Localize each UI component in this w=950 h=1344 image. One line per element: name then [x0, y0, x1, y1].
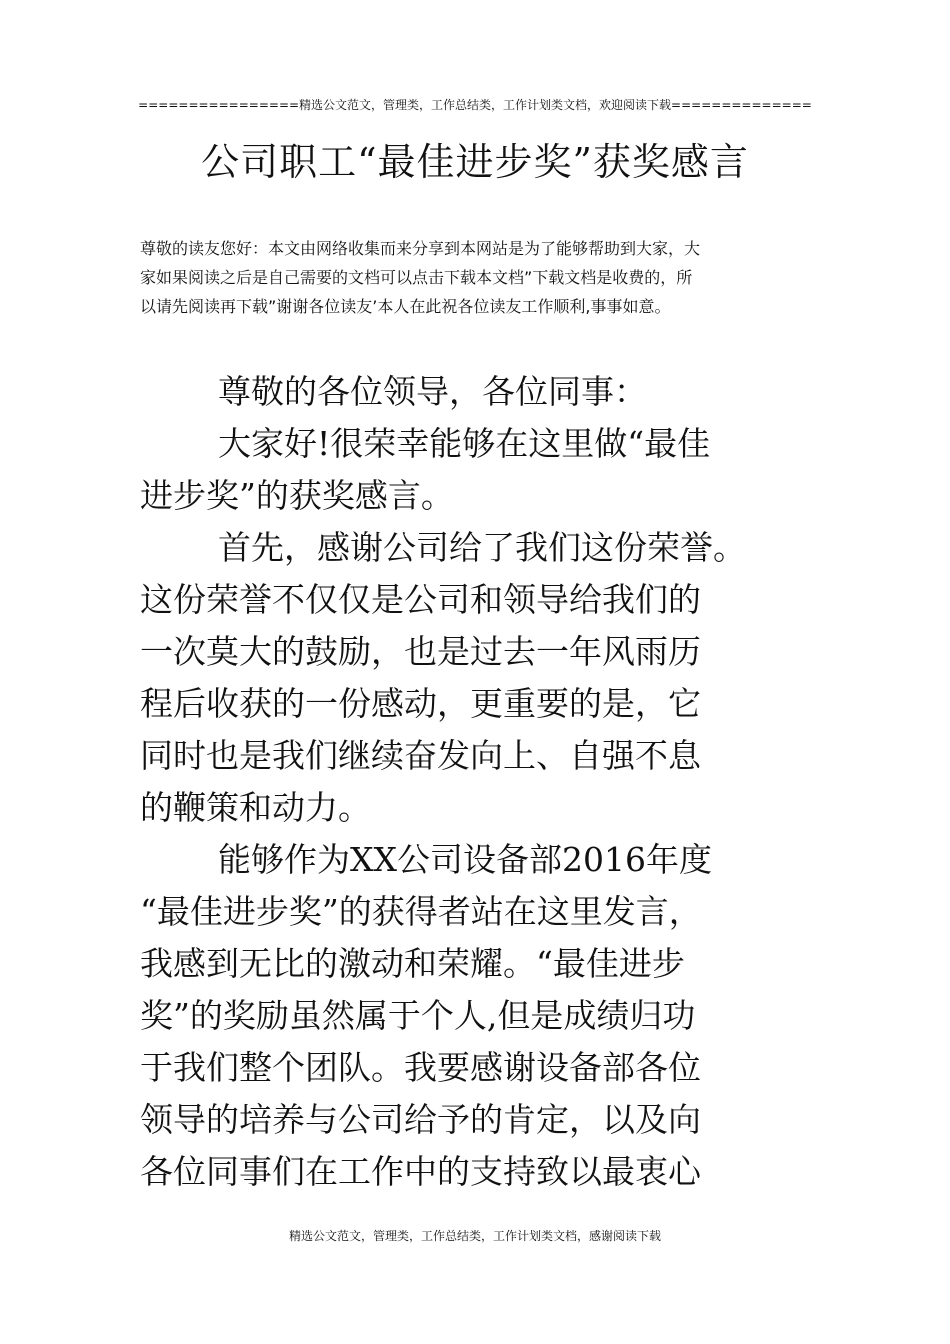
body-line: 能够作为XX公司设备部2016年度 — [218, 840, 712, 879]
body-line: 领导的培养与公司给予的肯定，以及向 — [140, 1100, 701, 1139]
document-title: 公司职工“最佳进步奖”获奖感言 — [201, 140, 749, 184]
salutation: 尊敬的各位领导，各位同事： — [218, 372, 647, 411]
body-line: “最佳进步奖”的获得者站在这里发言， — [140, 892, 702, 931]
notice-line: 家如果阅读之后是自己需要的文档可以点击下载本文档”下载文档是收费的，所 — [140, 268, 693, 287]
notice-line: 尊敬的读友您好：本文由网络收集而来分享到本网站是为了能够帮助到大家，大 — [140, 239, 701, 258]
body-line: 一次莫大的鼓励，也是过去一年风雨历 — [140, 632, 701, 671]
speech-body — [140, 366, 840, 1198]
body-line: 这份荣誉不仅仅是公司和领导给我们的 — [140, 580, 701, 619]
body-line: 我感到无比的激动和荣耀。“最佳进步 — [140, 944, 685, 983]
footer-banner: 精选公文范文，管理类，工作总结类，工作计划类文档，感谢阅读下载 — [288, 1229, 661, 1243]
body-line: 进步奖”的获奖感言。 — [140, 476, 454, 515]
body-line: 程后收获的一份感动，更重要的是，它 — [140, 684, 701, 723]
body-line: 同时也是我们继续奋发向上、自强不息 — [140, 736, 701, 775]
reader-notice — [140, 234, 820, 321]
header-banner: ================精选公文范文，管理类，工作总结类，工作计划类文档，欢迎阅读下载============== — [138, 98, 812, 112]
notice-line: 以请先阅读再下载”谢谢各位读友’本人在此祝各位读友工作顺利,事事如意。 — [140, 297, 671, 316]
body-line: 大家好!很荣幸能够在这里做“最佳 — [218, 424, 711, 463]
body-line: 的鞭策和动力。 — [140, 788, 371, 827]
body-line: 首先，感谢公司给了我们这份荣誉。 — [218, 528, 746, 567]
body-line: 各位同事们在工作中的支持致以最衷心 — [140, 1152, 701, 1191]
body-line: 于我们整个团队。我要感谢设备部各位 — [140, 1048, 701, 1087]
body-line: 奖”的奖励虽然属于个人,但是成绩归功 — [140, 996, 696, 1035]
